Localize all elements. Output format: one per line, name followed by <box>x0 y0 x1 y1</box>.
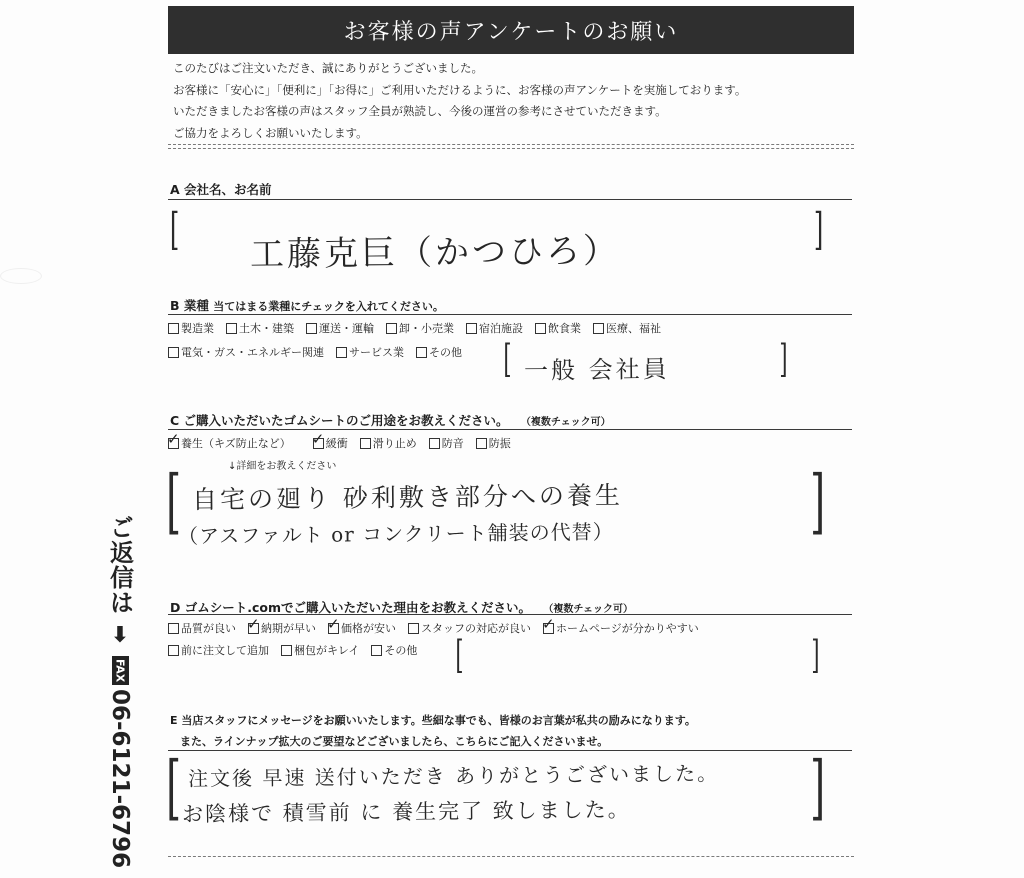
detail-prompt: ↓詳細をお教えください <box>228 461 337 472</box>
checkbox[interactable] <box>360 438 371 449</box>
option-medical-welfare[interactable]: 医療、福祉 <box>593 320 661 336</box>
form-title <box>168 6 854 54</box>
industry-options-row1 <box>168 320 661 336</box>
section-b-rule <box>168 314 852 315</box>
open-bracket: [ <box>169 204 180 255</box>
option-civil-construction[interactable]: 土木・建築 <box>226 320 294 336</box>
intro-line: お客様に「安心に」「便利に」「お得に」ご利用いただけるように、お客様の声アンケートを実施しております。 <box>173 82 747 97</box>
option-fast-delivery[interactable]: ✓ 納期が早い <box>248 620 316 636</box>
industry-other-answer[interactable]: 一般 会社員 <box>523 355 670 385</box>
section-e-rule <box>168 750 852 751</box>
section-a-title: A 会社名、お名前 <box>170 182 272 197</box>
usage-detail-line2[interactable]: （アスファルト or コンクリート舗装の代替） <box>177 519 614 549</box>
checkbox[interactable] <box>168 645 179 656</box>
option-repeat-order[interactable]: 前に注文して追加 <box>168 642 269 658</box>
checkbox[interactable] <box>168 323 179 334</box>
checkbox[interactable] <box>168 347 179 358</box>
checkbox[interactable] <box>281 645 292 656</box>
divider <box>168 144 854 145</box>
checkbox[interactable] <box>535 323 546 334</box>
reason-options-row2 <box>168 642 417 658</box>
option-other[interactable]: その他 <box>371 642 417 658</box>
divider <box>168 148 854 149</box>
form-title-text: お客様の声アンケートのお願い <box>343 19 679 45</box>
option-energy[interactable]: 電気・ガス・エネルギー関連 <box>168 344 324 360</box>
intro-line: いただきましたお客様の声はスタッフ全員が熟読し、今後の運営の参考にさせていただきます。 <box>173 104 667 118</box>
section-d-rule <box>168 614 852 615</box>
section-b-subtitle: 当てはまる業種にチェックを入れてください。 <box>213 300 444 313</box>
option-wholesale-retail[interactable]: 卸・小売業 <box>386 320 454 336</box>
checkbox-checked[interactable] <box>543 623 554 634</box>
message-line2[interactable]: お陰様で 積雪前 に 養生完了 致しました。 <box>181 797 631 827</box>
checkbox-checked[interactable] <box>328 623 339 634</box>
checkbox[interactable] <box>466 323 477 334</box>
option-low-price[interactable]: ✓ 価格が安い <box>328 620 396 636</box>
close-bracket: ] <box>813 204 824 255</box>
section-c-note: （複数チェック可） <box>520 417 611 428</box>
intro-line: ご協力をよろしくお願いいたします。 <box>173 125 368 140</box>
checkbox-checked[interactable] <box>248 623 259 634</box>
close-bracket: ] <box>810 746 826 828</box>
section-a-rule <box>168 199 852 200</box>
checkbox[interactable] <box>408 623 419 634</box>
open-bracket: [ <box>455 633 464 677</box>
intro-line: このたびはご注文いただき、誠にありがとうございました。 <box>173 61 484 75</box>
industry-options-row2 <box>168 344 462 360</box>
option-manufacturing[interactable]: 製造業 <box>168 320 214 336</box>
checkbox-checked[interactable] <box>168 438 179 449</box>
checkbox[interactable] <box>476 438 487 449</box>
open-bracket: [ <box>166 746 182 828</box>
scan-artifact <box>0 268 42 284</box>
fax-badge: FAX <box>112 656 129 685</box>
checkbox[interactable] <box>593 323 604 334</box>
option-anti-slip[interactable]: 滑り止め <box>360 435 417 451</box>
option-protection[interactable]: ✓ 養生（キズ防止など） <box>168 435 291 451</box>
checkbox[interactable] <box>371 645 382 656</box>
section-b-title <box>170 296 444 314</box>
section-c-label: C ご購入いただいたゴムシートのご用途をお教えください。 <box>170 413 509 428</box>
option-easy-website[interactable]: ✓ ホームページが分かりやすい <box>543 620 699 636</box>
checkbox[interactable] <box>429 438 440 449</box>
usage-detail-line1[interactable]: 自宅の廻り 砂利敷き部分への養生 <box>191 480 624 515</box>
option-cushion[interactable]: ✓ 緩衝 <box>313 435 348 451</box>
section-b-label: B 業種 <box>170 298 209 313</box>
option-vibration[interactable]: 防振 <box>476 435 511 451</box>
section-d-note: （複数チェック可） <box>543 604 634 615</box>
checkbox[interactable] <box>306 323 317 334</box>
option-lodging[interactable]: 宿泊施設 <box>466 320 523 336</box>
arrow-down-icon: ⬇ <box>110 623 130 648</box>
option-transport[interactable]: 運送・運輸 <box>306 320 374 336</box>
option-other[interactable]: その他 <box>416 344 462 360</box>
message-line1[interactable]: 注文後 早速 送付いただき ありがとうございました。 <box>187 761 720 791</box>
section-d-label: D ゴムシート.comでご購入いただいた理由をお教えください。 <box>170 600 531 615</box>
checkbox[interactable] <box>386 323 397 334</box>
checkbox[interactable] <box>168 623 179 634</box>
option-service[interactable]: サービス業 <box>336 344 404 360</box>
option-quality[interactable]: 品質が良い <box>168 620 236 636</box>
option-staff-service[interactable]: スタッフの対応が良い <box>408 620 531 636</box>
option-soundproof[interactable]: 防音 <box>429 435 464 451</box>
close-bracket: ] <box>779 337 788 381</box>
checkbox[interactable] <box>336 347 347 358</box>
checkbox[interactable] <box>226 323 237 334</box>
close-bracket: ] <box>810 460 826 542</box>
open-bracket: [ <box>166 460 182 542</box>
section-c-rule <box>168 429 852 430</box>
usage-options <box>168 435 511 451</box>
close-bracket: ] <box>811 633 820 677</box>
open-bracket: [ <box>503 337 512 381</box>
reply-text: ご返信は <box>105 515 134 615</box>
section-e-title-line2: また、ラインナップ拡大のご要望などございましたら、こちらにご記入くださいませ。 <box>180 735 609 748</box>
option-restaurant[interactable]: 飲食業 <box>535 320 581 336</box>
intro-text <box>173 58 863 144</box>
section-c-title <box>170 411 611 429</box>
section-e-title-line1: E 当店スタッフにメッセージをお願いいたします。些細な事でも、皆様のお言葉が私共の励みになります。 <box>170 714 696 727</box>
reason-options-row1 <box>168 620 699 636</box>
checkbox-checked[interactable] <box>313 438 324 449</box>
name-answer[interactable]: 工藤克巨（かつひろ） <box>249 231 621 275</box>
divider <box>168 856 854 857</box>
reply-sidebar <box>103 515 137 870</box>
checkbox[interactable] <box>416 347 427 358</box>
fax-number: 06-6121-6796 <box>107 689 133 869</box>
option-clean-packaging[interactable]: 梱包がキレイ <box>281 642 359 658</box>
